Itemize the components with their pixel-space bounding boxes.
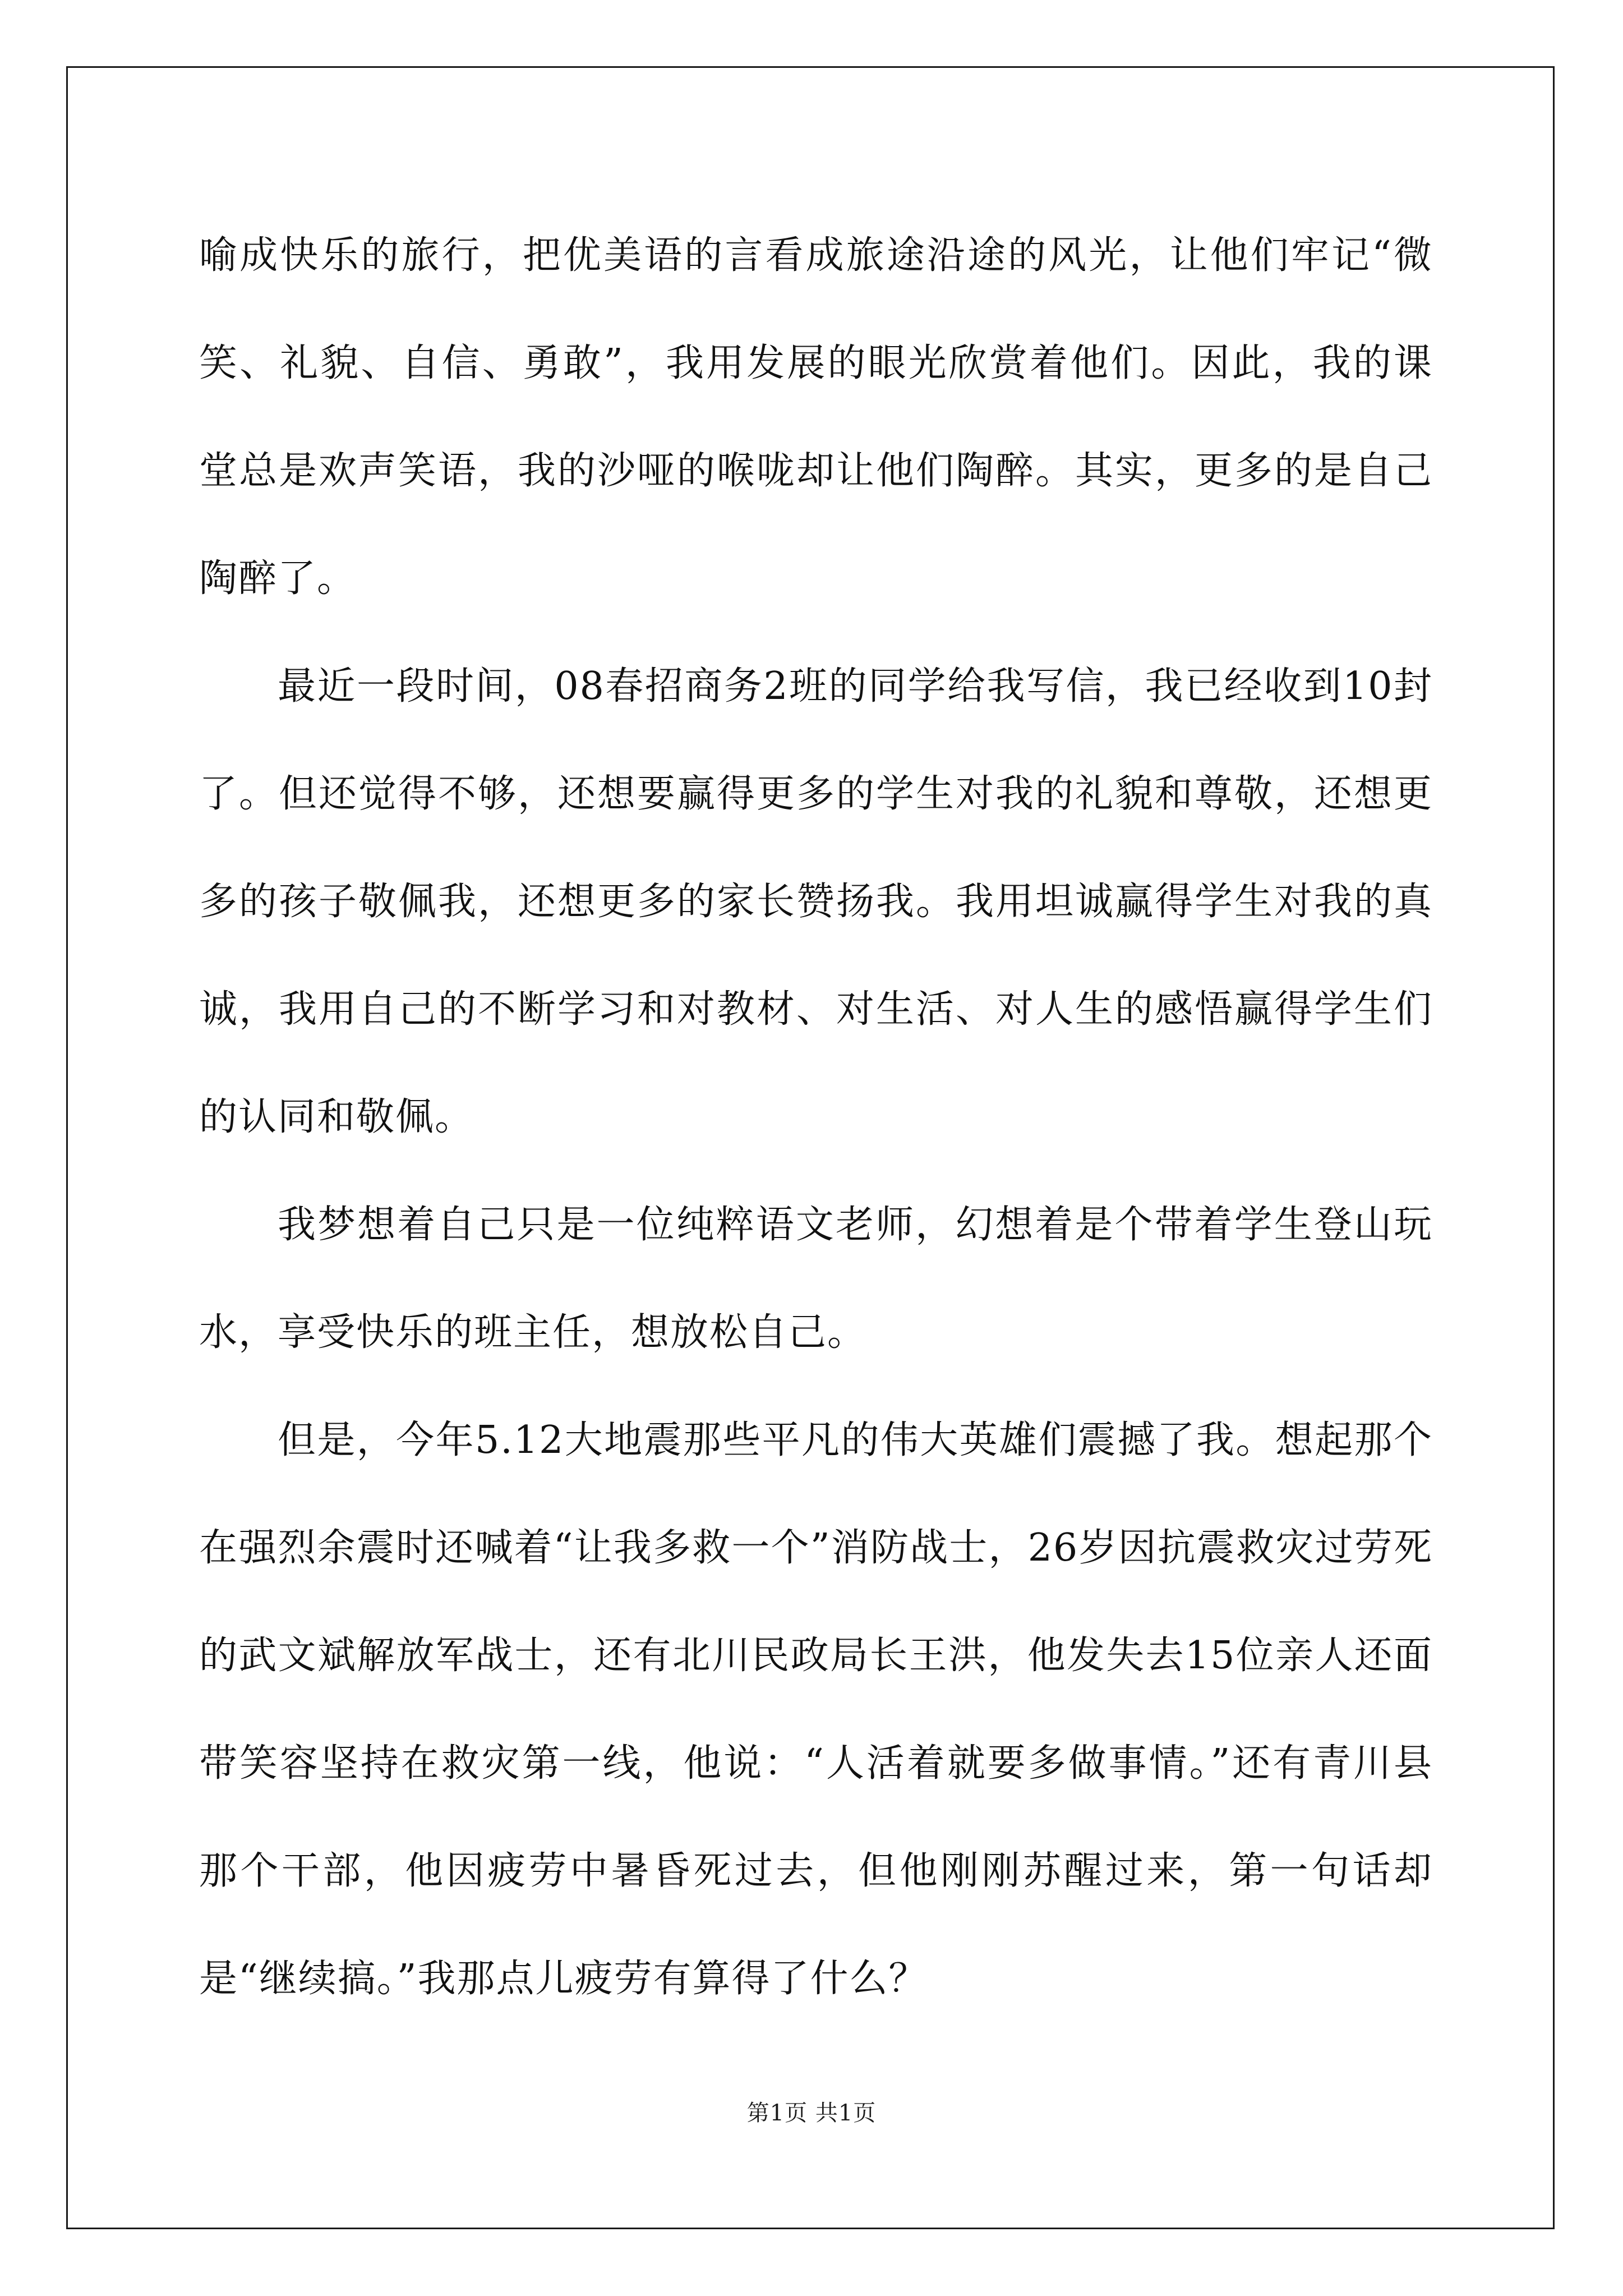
page-number: 第1页 共1页 xyxy=(746,2100,877,2126)
paragraph-earthquake: 但是，今年5.12大地震那些平凡的伟大英雄们震撼了我。想起那个在强烈余震时还喊着“让我多救一个”消防战士，26岁因抗震救灾过劳死的武文斌解放军战士，还有北川民政局长王洪，他发失去15位亲人还面带笑容坚持在救灾第一线，他说：“人活着就要多做事情。”还有青川县那个干部，他因疲劳中暑昏死过去，但他刚刚苏醒过来，第一句话却是“继续搞。”我那点儿疲劳有算得了什么？ xyxy=(199,1418,1433,2001)
paragraph-dream: 我梦想着自己只是一位纯粹语文老师，幻想着是个带着学生登山玩水，享受快乐的班主任，想放松自己。 xyxy=(199,1203,1433,1355)
document-body xyxy=(199,202,1433,2033)
paragraph-letters: 最近一段时间，08春招商务2班的同学给我写信，我已经收到10封了。但还觉得不够，还想要赢得更多的学生对我的礼貌和尊敬，还想更多的孩子敬佩我，还想更多的家长赞扬我。我用坦诚赢得学生对我的真诚，我用自己的不断学习和对教材、对生活、对人生的感悟赢得学生们的认同和敬佩。 xyxy=(199,664,1433,1139)
paragraph-continued: 喻成快乐的旅行，把优美语的言看成旅途沿途的风光，让他们牢记“微笑、礼貌、自信、勇敢”，我用发展的眼光欣赏着他们。因此，我的课堂总是欢声笑语，我的沙哑的喉咙却让他们陶醉。其实，更多的是自己陶醉了。 xyxy=(199,233,1433,601)
